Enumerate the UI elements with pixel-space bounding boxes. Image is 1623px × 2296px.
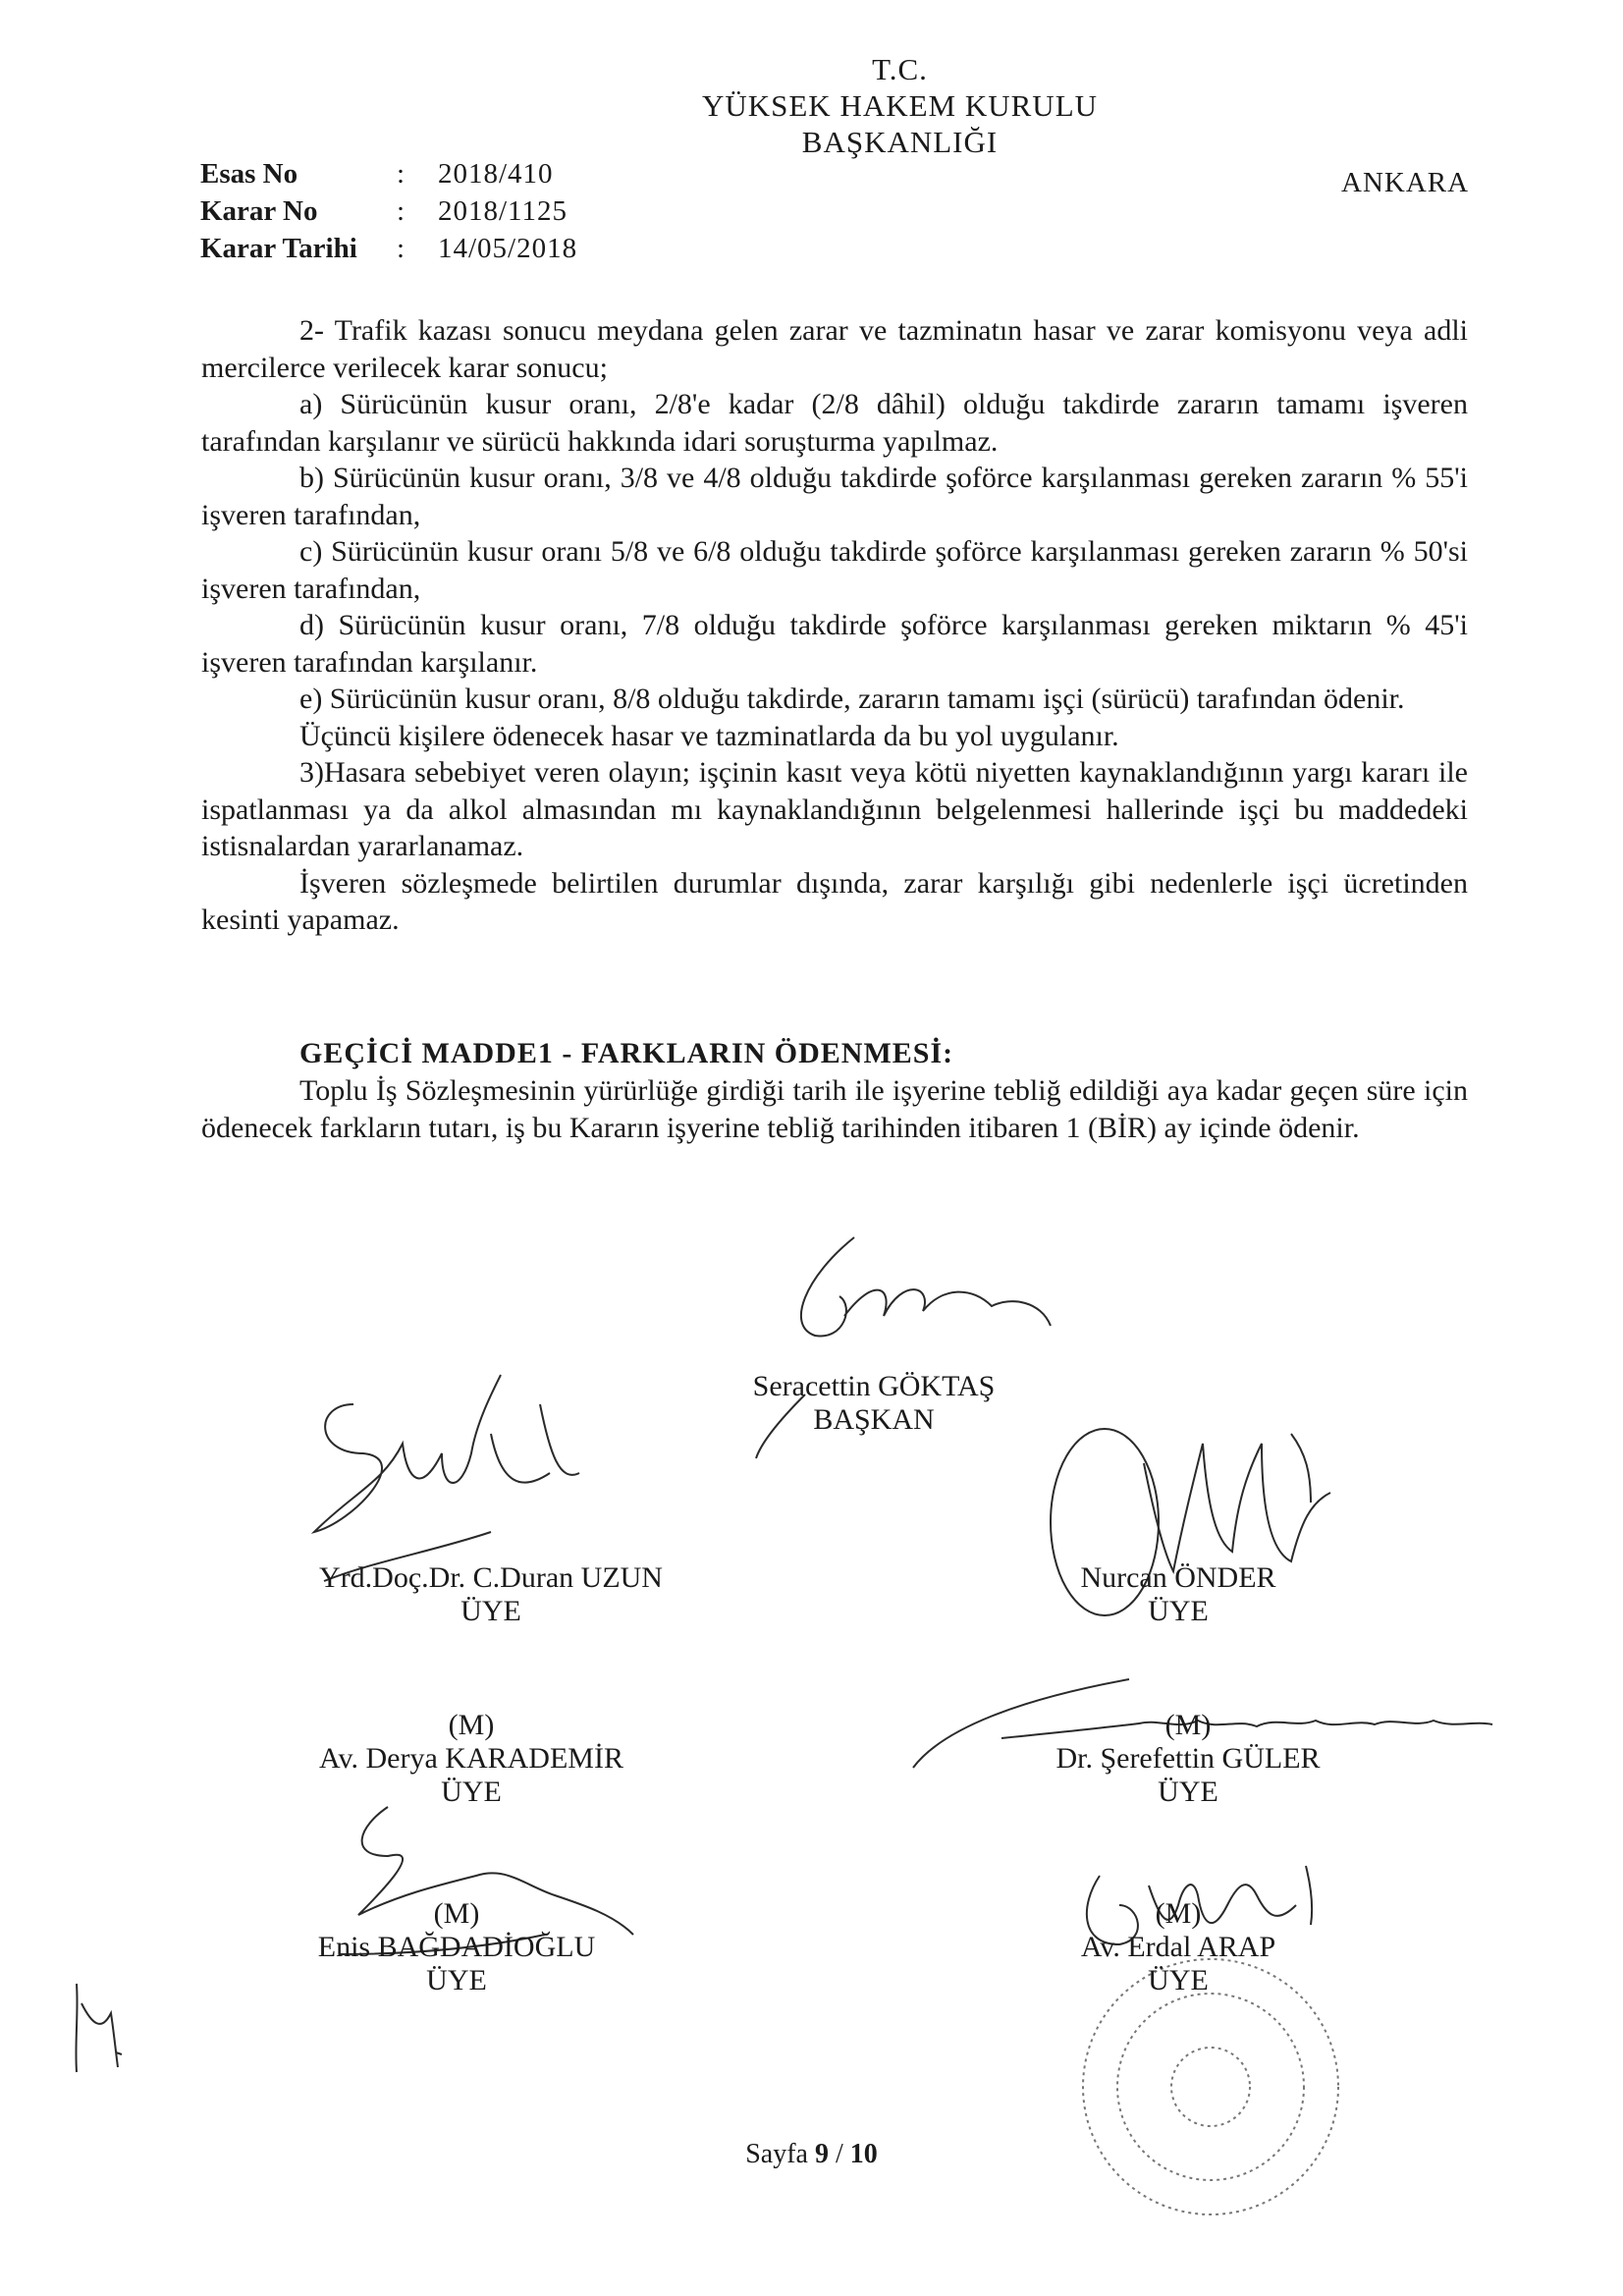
paragraph: e) Sürücünün kusur oranı, 8/8 olduğu takdirde, zararın tamamı işçi (sürücü) tarafından ödenir. — [299, 683, 1405, 715]
signatory-role: ÜYE — [426, 1964, 487, 1996]
page-number — [0, 2139, 1623, 2170]
page-current: 9 — [814, 2139, 829, 2169]
signatory-name: Dr. Şerefettin GÜLER — [1055, 1742, 1321, 1775]
paragraph: Üçüncü kişilere ödenecek hasar ve tazminatlarda da bu yol uygulanır. — [299, 719, 1119, 752]
esas-row — [200, 155, 577, 192]
signatory-role: BAŞKAN — [813, 1403, 935, 1436]
signatory-role: ÜYE — [1148, 1964, 1209, 1996]
signature-icon — [1036, 1404, 1360, 1679]
signatory-name: Enis BAĞDADİOĞLU — [317, 1931, 596, 1963]
signatory-arap — [1031, 1897, 1325, 1997]
paragraph: d) Sürücünün kusur oranı, 7/8 olduğu takdirde şoförce karşılanması gereken miktarın % 45'i işveren tarafından karşılanır. — [201, 609, 1468, 679]
karar-value: 2018/1125 — [438, 195, 568, 227]
tarih-label: Karar Tarihi — [200, 233, 357, 264]
section-paragraph: Toplu İş Sözleşmesinin yürürlüğe girdiği tarih ile işyerine tebliğ edildiği aya kadar geçen süre için ödenecek farkların tutarı, iş bu Kararın işyerine tebliğ tarihinden itibaren 1 (BİR) ay içinde ödenir. — [201, 1074, 1468, 1144]
section-title: GEÇİCİ MADDE1 - FARKLARIN ÖDENMESİ: — [299, 1037, 954, 1069]
header-institution: YÜKSEK HAKEM KURULU — [701, 88, 1099, 123]
signatory-role: ÜYE — [460, 1595, 521, 1627]
header-country: T.C. — [872, 52, 928, 86]
tarih-separator: : — [397, 233, 406, 264]
page-separator: / — [835, 2139, 843, 2169]
document-header — [0, 51, 1623, 160]
esas-separator: : — [397, 158, 406, 190]
signatory-president — [727, 1370, 1021, 1437]
signatory-name: Av. Erdal ARAP — [1080, 1931, 1276, 1963]
esas-value: 2018/410 — [438, 158, 554, 190]
page-total: 10 — [849, 2139, 878, 2169]
signatory-role: ÜYE — [1148, 1595, 1209, 1627]
signatory-bagdadioglu — [295, 1897, 619, 1997]
signatory-guler — [1021, 1709, 1355, 1809]
signatory-onder — [1031, 1561, 1325, 1628]
case-meta — [200, 155, 577, 267]
paragraph: a) Sürücünün kusur oranı, 2/8'e kadar (2/8 dâhil) olduğu takdirde zararın tamamı işveren tarafından karşılanır ve sürücü hakkında idari soruşturma yapılmaz. — [201, 388, 1468, 458]
signatory-role: ÜYE — [1158, 1776, 1218, 1808]
signatory-name: Yrd.Doç.Dr. C.Duran UZUN — [319, 1561, 663, 1594]
signatory-mark: (M) — [1155, 1897, 1202, 1930]
signatory-role: ÜYE — [441, 1776, 502, 1808]
signatory-uzun — [295, 1561, 687, 1628]
signature-icon — [57, 1974, 135, 2082]
page-prefix: Sayfa — [745, 2139, 808, 2169]
signatory-name: Av. Derya KARADEMİR — [319, 1742, 623, 1775]
signatory-mark: (M) — [448, 1709, 495, 1741]
paragraph: b) Sürücünün kusur oranı, 3/8 ve 4/8 olduğu takdirde şoförce karşılanması gereken zararın % 55'i işveren tarafından, — [201, 462, 1468, 531]
paragraph: 3)Hasara sebebiyet veren olayın; işçinin kasıt veya kötü niyetten kaynaklandığının yargı kararı ile ispatlanması ya da alkol almasından mı kaynaklandığının belgelenmesi hallerinde işçi bu maddedeki istisnalardan yararlanamaz. — [201, 756, 1468, 862]
paragraph: İşveren sözleşmede belirtilen durumlar dışında, zarar karşılığı gibi nedenlerle işçi ücretinden kesinti yapamaz. — [201, 866, 1468, 936]
section-body — [201, 1072, 1468, 1146]
city-label: ANKARA — [1341, 167, 1470, 198]
karar-label: Karar No — [200, 195, 318, 227]
tarih-row — [200, 230, 577, 267]
paragraph: c) Sürücünün kusur oranı 5/8 ve 6/8 olduğu takdirde şoförce karşılanması gereken zararın % 50'si işveren tarafından, — [201, 535, 1468, 605]
esas-label: Esas No — [200, 158, 298, 190]
karar-row — [200, 192, 577, 230]
signatory-name: Seracettin GÖKTAŞ — [752, 1370, 996, 1402]
document-body — [201, 312, 1468, 939]
karar-separator: : — [397, 195, 406, 227]
signature-icon — [295, 1365, 609, 1591]
header-office: BAŞKANLIĞI — [801, 125, 999, 159]
signatory-mark: (M) — [433, 1897, 480, 1930]
signatory-mark: (M) — [1164, 1709, 1212, 1741]
signatory-name: Nurcan ÖNDER — [1080, 1561, 1276, 1594]
signatory-karademir — [295, 1709, 648, 1809]
tarih-value: 14/05/2018 — [438, 233, 578, 264]
paragraph: 2- Trafik kazası sonucu meydana gelen zarar ve tazminatın hasar ve zarar komisyonu veya adli mercilerce verilecek karar sonucu; — [201, 314, 1468, 384]
